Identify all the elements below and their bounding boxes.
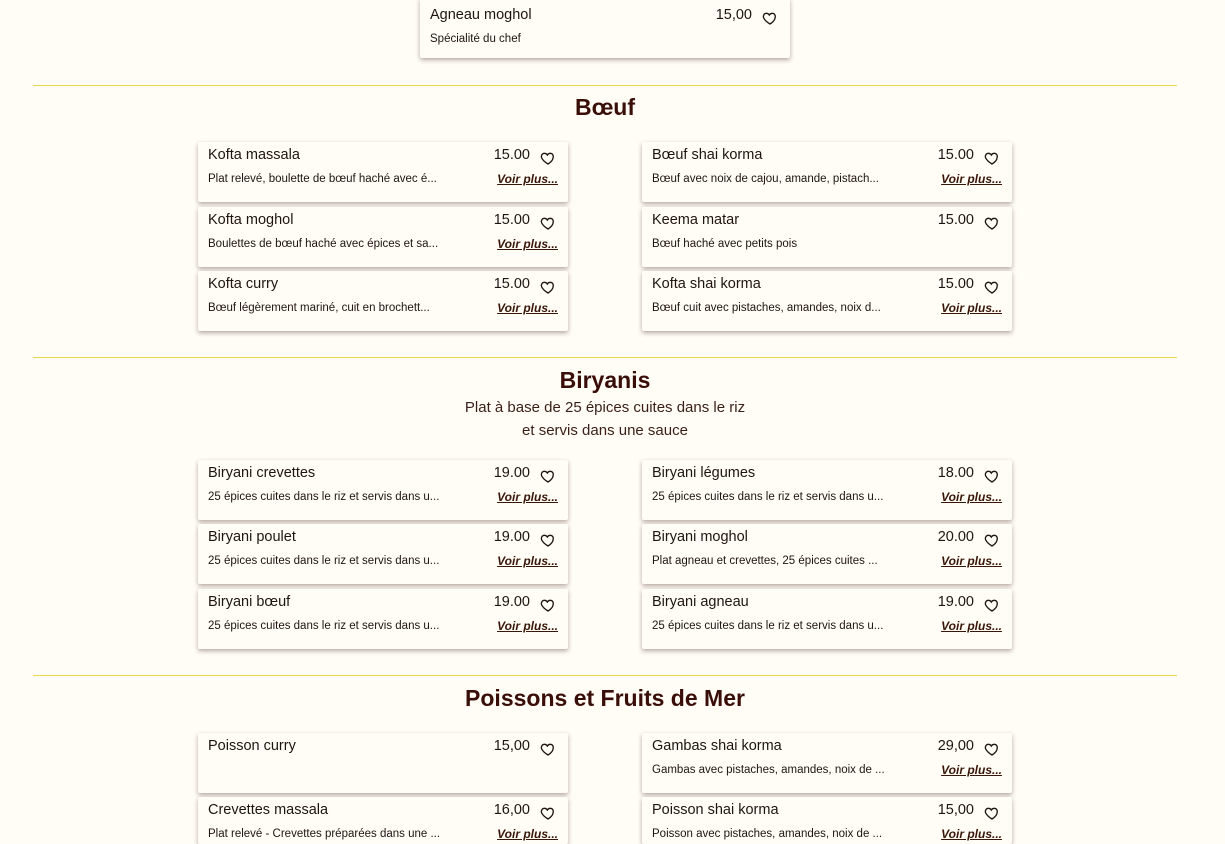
- item-name: Biryani bœuf: [208, 594, 291, 610]
- item-price: 18.00: [937, 465, 974, 481]
- favorite-heart-icon[interactable]: [540, 279, 556, 295]
- section-title-biryanis: Biryanis: [559, 367, 651, 393]
- favorite-heart-icon[interactable]: [540, 150, 556, 166]
- favorite-heart-icon[interactable]: [540, 805, 556, 821]
- menu-item-card: [198, 207, 568, 267]
- see-more-link[interactable]: Voir plus...: [497, 827, 558, 841]
- section-divider: [33, 357, 1177, 358]
- item-description: Gambas avec pistaches, amandes, noix de ...: [652, 764, 885, 776]
- menu-item-card: [198, 142, 568, 202]
- favorite-heart-icon[interactable]: [540, 597, 556, 613]
- item-name: Kofta shai korma: [652, 276, 761, 292]
- item-description: Bœuf haché avec petits pois: [652, 238, 798, 250]
- see-more-link[interactable]: Voir plus...: [941, 619, 1002, 633]
- item-price: 15,00: [715, 7, 752, 23]
- item-description: Boulettes de bœuf haché avec épices et sa...: [208, 238, 439, 250]
- item-name: Agneau moghol: [430, 7, 532, 23]
- menu-item-card: [642, 589, 1012, 649]
- item-description: Bœuf cuit avec pistaches, amandes, noix d...: [652, 302, 881, 314]
- item-name: Biryani crevettes: [208, 465, 316, 481]
- item-description: Bœuf légèrement mariné, cuit en brochett...: [208, 302, 430, 314]
- menu-item-card: [642, 524, 1012, 584]
- item-description: Spécialité du chef: [430, 33, 521, 45]
- item-name: Poisson curry: [208, 738, 296, 754]
- see-more-link[interactable]: Voir plus...: [941, 763, 1002, 777]
- item-price: 15.00: [493, 147, 530, 163]
- item-description: 25 épices cuites dans le riz et servis dans u...: [208, 555, 440, 567]
- item-description: Plat agneau et crevettes, 25 épices cuites ...: [652, 555, 878, 567]
- favorite-heart-icon[interactable]: [762, 10, 778, 26]
- favorite-heart-icon[interactable]: [984, 468, 1000, 484]
- see-more-link[interactable]: Voir plus...: [497, 301, 558, 315]
- item-price: 19.00: [493, 465, 530, 481]
- item-price: 15,00: [493, 738, 530, 754]
- menu-item-card: [198, 524, 568, 584]
- menu-item-card: [198, 460, 568, 520]
- menu-item-card: [198, 271, 568, 331]
- favorite-heart-icon[interactable]: [540, 532, 556, 548]
- item-name: Biryani légumes: [652, 465, 756, 481]
- menu-item-card: [642, 142, 1012, 202]
- menu-item-card: [642, 460, 1012, 520]
- see-more-link[interactable]: Voir plus...: [497, 554, 558, 568]
- item-price: 20.00: [937, 529, 974, 545]
- item-price: 19.00: [937, 594, 974, 610]
- section-title-boeuf: Bœuf: [574, 94, 636, 120]
- favorite-heart-icon[interactable]: [984, 150, 1000, 166]
- menu-item-card: [642, 797, 1012, 844]
- see-more-link[interactable]: Voir plus...: [497, 237, 558, 251]
- item-name: Bœuf shai korma: [652, 147, 763, 163]
- item-name: Keema matar: [652, 212, 740, 228]
- item-price: 19.00: [493, 529, 530, 545]
- see-more-link[interactable]: Voir plus...: [941, 301, 1002, 315]
- item-description: 25 épices cuites dans le riz et servis dans u...: [652, 491, 884, 503]
- item-name: Biryani poulet: [208, 529, 296, 545]
- item-name: Crevettes massala: [208, 802, 329, 818]
- see-more-link[interactable]: Voir plus...: [941, 827, 1002, 841]
- menu-item-card: [642, 271, 1012, 331]
- item-name: Gambas shai korma: [652, 738, 782, 754]
- item-description: Plat relevé - Crevettes préparées dans une ...: [208, 828, 441, 840]
- item-name: Kofta massala: [208, 147, 300, 163]
- item-name: Biryani moghol: [652, 529, 748, 545]
- menu-item-card: [198, 797, 568, 844]
- section-subtitle-line2: et servis dans une sauce: [522, 422, 688, 439]
- item-description: Poisson avec pistaches, amandes, noix de ...: [652, 828, 883, 840]
- item-name: Biryani agneau: [652, 594, 749, 610]
- see-more-link[interactable]: Voir plus...: [497, 490, 558, 504]
- item-price: 15.00: [937, 212, 974, 228]
- item-description: 25 épices cuites dans le riz et servis dans u...: [208, 491, 440, 503]
- menu-item-card: [198, 589, 568, 649]
- item-name: Poisson shai korma: [652, 802, 779, 818]
- item-price: 15.00: [493, 212, 530, 228]
- item-price: 15.00: [937, 147, 974, 163]
- item-price: 19.00: [493, 594, 530, 610]
- see-more-link[interactable]: Voir plus...: [497, 619, 558, 633]
- favorite-heart-icon[interactable]: [540, 741, 556, 757]
- see-more-link[interactable]: Voir plus...: [497, 172, 558, 186]
- menu-item-card: [642, 733, 1012, 793]
- menu-item-card: [642, 207, 1012, 267]
- see-more-link[interactable]: Voir plus...: [941, 172, 1002, 186]
- item-description: Bœuf avec noix de cajou, amande, pistach...: [652, 173, 879, 185]
- favorite-heart-icon[interactable]: [984, 597, 1000, 613]
- item-name: Kofta moghol: [208, 212, 294, 228]
- favorite-heart-icon[interactable]: [984, 215, 1000, 231]
- favorite-heart-icon[interactable]: [984, 805, 1000, 821]
- favorite-heart-icon[interactable]: [540, 468, 556, 484]
- item-description: 25 épices cuites dans le riz et servis dans u...: [208, 620, 440, 632]
- favorite-heart-icon[interactable]: [984, 741, 1000, 757]
- section-title-poissons: Poissons et Fruits de Mer: [465, 685, 745, 711]
- see-more-link[interactable]: Voir plus...: [941, 490, 1002, 504]
- item-price: 15.00: [493, 276, 530, 292]
- item-description: 25 épices cuites dans le riz et servis dans u...: [652, 620, 884, 632]
- item-price: 15,00: [937, 802, 974, 818]
- section-divider: [33, 85, 1177, 86]
- favorite-heart-icon[interactable]: [540, 215, 556, 231]
- section-divider: [33, 675, 1177, 676]
- item-price: 29,00: [937, 738, 974, 754]
- favorite-heart-icon[interactable]: [984, 279, 1000, 295]
- item-price: 16,00: [493, 802, 530, 818]
- menu-item-card: [198, 733, 568, 793]
- favorite-heart-icon[interactable]: [984, 532, 1000, 548]
- section-subtitle-line1: Plat à base de 25 épices cuites dans le riz: [464, 399, 746, 416]
- item-name: Kofta curry: [208, 276, 279, 292]
- menu-item-card: [420, 0, 790, 58]
- item-price: 15.00: [937, 276, 974, 292]
- see-more-link[interactable]: Voir plus...: [941, 554, 1002, 568]
- item-description: Plat relevé, boulette de bœuf haché avec é...: [208, 173, 437, 185]
